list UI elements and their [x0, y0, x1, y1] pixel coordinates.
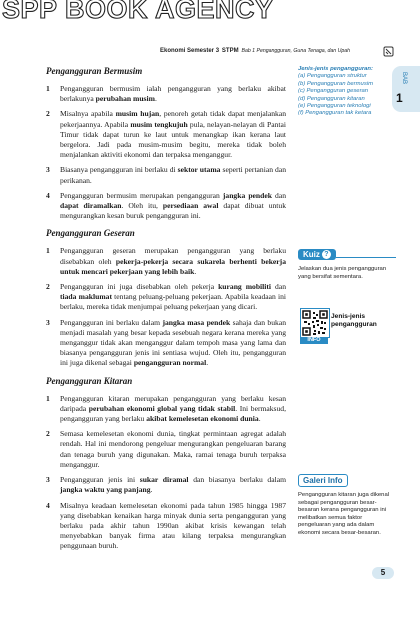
info-text: Jenis-jenis pengangguran [331, 313, 377, 329]
point-text: Pengangguran ini berlaku dalam [60, 317, 163, 327]
question-icon: ? [322, 250, 331, 259]
bold-term: musim hujan [115, 109, 160, 119]
bold-term: jangka masa pendek [162, 317, 231, 327]
bold-term: musim tengkujuh [130, 119, 188, 129]
numbered-point [46, 429, 286, 470]
chapter-tab [392, 66, 420, 112]
point-text: Misalnya keadaan kemelesetan ekonomi pada tahun 1985 hingga 1987 yang disebabkan kenaikan harga minyak dunia serta pengangguran yang berlaku pada akhir tahun 1990an akibat krisis kewangan telah menyebabkan banyak firma atau kilang terpaksa mengurangkan penggunaan buruh. [60, 500, 286, 551]
point-number: 3 [46, 475, 50, 485]
types-list [298, 73, 390, 117]
section [46, 376, 286, 552]
running-header [160, 48, 378, 54]
point-number: 1 [46, 246, 50, 256]
point-text: , penoreh getah tidak dapat menjalankan pekerjaannya. Apabila [60, 109, 286, 129]
numbered-point [46, 246, 286, 277]
quiz-question: Jelaskan dua jenis pengangguran yang bersifat sementara. [298, 266, 387, 280]
point-text: Pengangguran kitaran merupakan pengangguran yang berlaku kesan daripada [60, 393, 286, 413]
chapter-tab-number: 1 [396, 91, 403, 105]
main-text-column [46, 66, 286, 559]
bold-term: akibat kemelesetan ekonomi dunia [146, 414, 259, 424]
bold-term: perubahan ekonomi global yang tidak stabil [88, 403, 236, 413]
point-text: . Oleh itu, [121, 201, 163, 211]
type-item: (f) Pengangguran tak ketara [298, 110, 372, 117]
point-text: . [150, 485, 153, 495]
point-text: Pengangguran ini juga disebabkan oleh pekerja [60, 282, 219, 292]
point-number: 4 [46, 190, 50, 200]
point-number: 2 [46, 109, 50, 119]
point-text: Misalnya apabila [60, 109, 116, 119]
subject-label: STPM [221, 48, 239, 54]
point-text: Biasanya pengangguran ini berlaku di [60, 165, 178, 175]
point-text: Semasa kemelesetan ekonomi dunia, tingkat permintaan agregat adalah rendah. Hal ini mendorong pengeluar mengurangkan pengeluaran barang dan tenaga buruh yang digunakan. Maka, ramai tenaga buruh terpaksa menganggur. [60, 429, 286, 469]
galeri-title: Galeri Info [298, 474, 348, 487]
point-text: . Ini bermaksud, pengangguran yang berlaku [60, 403, 286, 424]
galeri-text: Pengangguran kitaran juga dikenal sebagai pengangguran besar-besaran kerana pengangguran ini melibatkan semua faktor pengeluaran yang ada dalam ekonomi secara besar-besaran. [298, 492, 390, 536]
point-text: dan [271, 282, 286, 292]
numbered-point [46, 84, 286, 104]
point-text: pula, nelayan-nelayan di Pantai Timur tidak dapat turun ke laut untuk menangkap ikan kerana laut bergelora. Jadi pada musim-musim begitu, mereka tidak boleh menjalankan aktiviti ekonomi dan terpaksa menganggur. [60, 119, 286, 160]
galeri-info-box [298, 470, 396, 538]
quiz-label: Kuiz [303, 250, 320, 259]
bold-term: jangka pendek [222, 190, 272, 200]
point-text: Pengangguran bermusim merupakan pengangguran [60, 190, 223, 200]
type-item: (e) Pengangguran teknologi [298, 103, 371, 110]
point-number: 1 [46, 84, 50, 93]
point-number: 2 [46, 282, 50, 292]
quiz-box [298, 244, 396, 281]
publisher-watermark: SPP BOOK AGENCY [2, 0, 274, 24]
bold-term: sukar diramal [139, 475, 189, 485]
point-text: . [154, 94, 157, 104]
numbered-point [46, 165, 286, 185]
type-item: (b) Pengangguran bermusim [298, 80, 373, 87]
chapter-tab-label: BAB [401, 72, 407, 85]
point-text: Pengangguran bermusim ialah pengangguran yang berlaku akibat berlakunya [60, 84, 286, 104]
point-text: dan biasanya berlaku dalam [188, 475, 286, 485]
bold-term: pekerja-pekerja secara sukarela berhenti bekerja untuk mencari pekerjaan yang lebih baik [60, 256, 286, 276]
point-text: sahaja dan bukan menjadi masalah yang besar kepada sesebuah negara kerana mereka yang menganggur tidak akan menganggur dalam tempoh masa yang lama dan biasanya pengangguran jenis ini sentiasa wujud. Oleh itu, pengangguran ini juga dikenal sebagai [60, 317, 286, 368]
type-item: (a) Pengangguran struktur [298, 73, 367, 80]
point-text: seperti pertanian dan perikanan. [60, 165, 286, 185]
bold-term: pengangguran normal [133, 358, 207, 368]
series-title: Ekonomi Semester 3 [160, 48, 220, 54]
point-number: 3 [46, 317, 50, 327]
bold-term: jangka waktu yang panjang [60, 485, 151, 495]
unemployment-types-note [298, 66, 390, 118]
section [46, 228, 286, 368]
point-text: dan [271, 190, 286, 200]
numbered-point [46, 191, 286, 222]
section-title: Pengangguran Kitaran [46, 375, 133, 386]
quiz-divider [336, 257, 396, 258]
point-number: 2 [46, 429, 50, 439]
point-text: . [194, 266, 197, 276]
page-number: 5 [372, 567, 394, 579]
numbered-point [46, 109, 286, 160]
bold-term: dapat diramalkan [60, 201, 122, 211]
point-text: . [258, 414, 261, 424]
section [46, 66, 286, 221]
chapter-title: Bab 1 Pengangguran, Guna Tenaga, dan Upah [241, 48, 351, 54]
numbered-point [46, 318, 286, 369]
point-number: 3 [46, 165, 50, 175]
bold-term: tiada maklumat [60, 292, 112, 302]
bold-term: sektor utama [177, 165, 221, 175]
info-label: INFO [300, 337, 328, 344]
numbered-point [46, 475, 286, 495]
point-text: Pengangguran jenis ini [60, 475, 140, 485]
point-number: 4 [46, 500, 50, 510]
book-icon [383, 46, 394, 57]
bold-term: kurang mobiliti [218, 282, 272, 292]
point-text: tentang peluang-peluang pekerjaan. Apabila keadaan ini berlaku, mereka tidak menjumpai peluang pekerjaan yang dicari. [60, 292, 287, 312]
section-title: Pengangguran Geseran [46, 228, 135, 239]
point-text: dapat dibuat untuk mengurangkan kesan buruk pengangguran ini. [60, 201, 286, 221]
bold-term: perubahan musim [95, 94, 155, 104]
numbered-point [46, 282, 286, 313]
section-title: Pengangguran Bermusim [46, 66, 143, 76]
type-item: (c) Pengangguran geseran [298, 88, 369, 95]
numbered-point [46, 394, 286, 425]
type-item: (d) Pengangguran kitaran [298, 95, 365, 102]
bold-term: persediaan awal [162, 201, 219, 211]
types-title: Jenis-jenis pengangguran: [298, 66, 373, 72]
point-number: 1 [46, 393, 50, 403]
quiz-badge [298, 249, 336, 260]
point-text: Pengangguran geseran merupakan pengangguran yang berlaku disebabkan oleh [60, 246, 286, 266]
numbered-point [46, 501, 286, 552]
qr-code-icon[interactable] [300, 308, 330, 338]
point-text: . [206, 358, 209, 368]
